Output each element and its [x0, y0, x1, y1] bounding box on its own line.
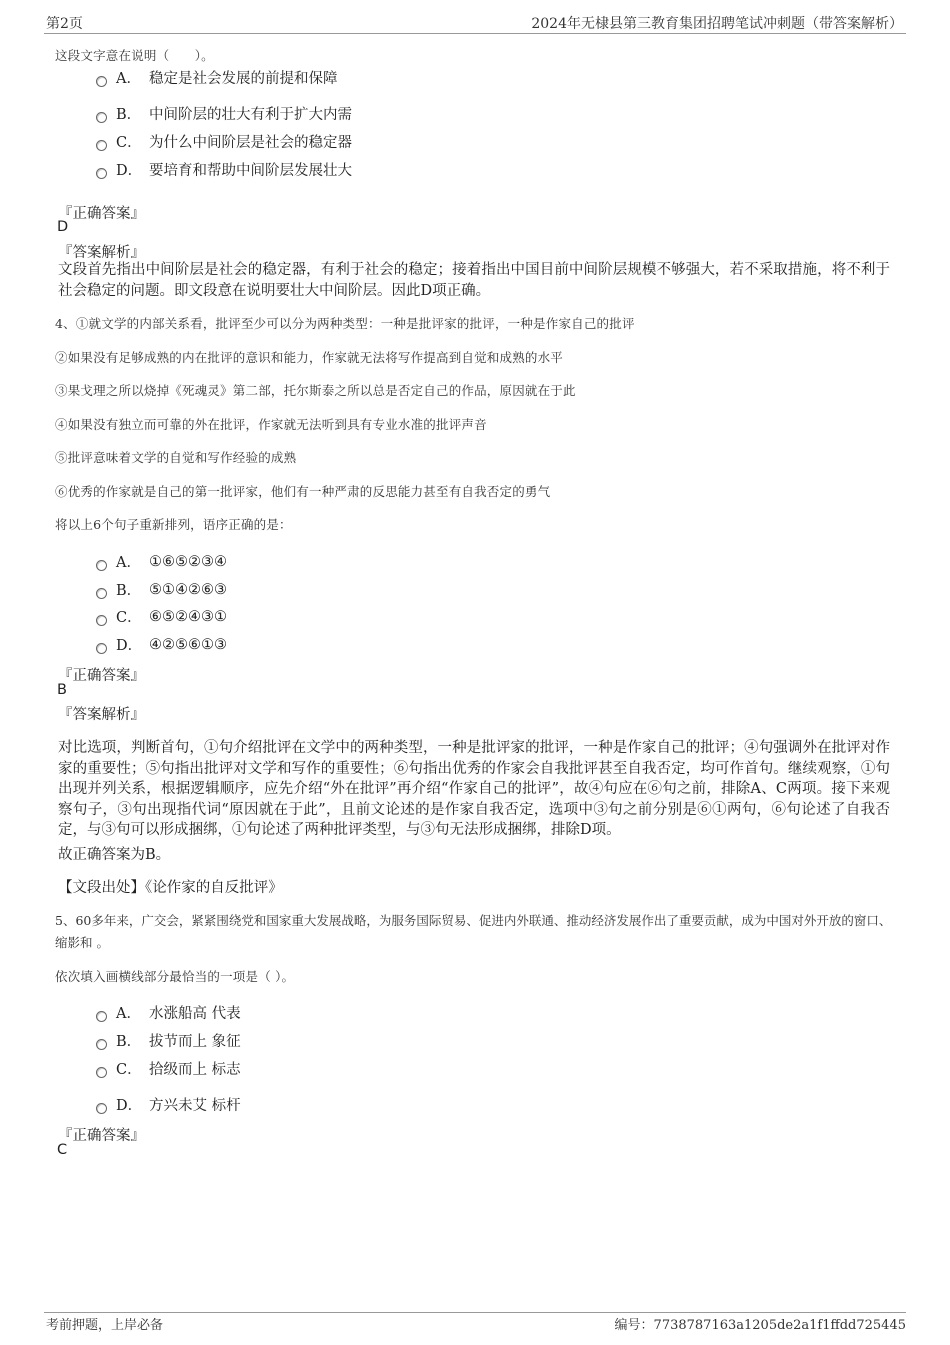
- option-text: 水涨船高 代表: [149, 1006, 241, 1022]
- q3-answer-label: 『正确答案』: [58, 206, 145, 222]
- radio-icon[interactable]: [96, 560, 107, 571]
- q4-source: 【文段出处】《论作家的自反批评》: [58, 880, 283, 896]
- q4-line-4: ④如果没有独立而可靠的外在批评，作家就无法听到具有专业水准的批评声音: [55, 417, 487, 432]
- option-text: ⑥⑤②④③①: [149, 608, 227, 625]
- option-letter: B．: [116, 583, 142, 599]
- footer-slogan: 考前押题，上岸必备: [46, 1318, 164, 1333]
- page-number: 第2页: [46, 16, 83, 32]
- radio-icon[interactable]: [96, 615, 107, 626]
- option-text: 稳定是社会发展的前提和保障: [149, 71, 338, 87]
- q5-option-d[interactable]: [96, 1094, 241, 1115]
- option-text: 中间阶层的壮大有利于扩大内需: [149, 107, 352, 123]
- q4-option-b[interactable]: [96, 579, 227, 600]
- q5-option-b[interactable]: [96, 1030, 241, 1051]
- option-letter: D．: [116, 638, 143, 654]
- q4-line-6: ⑥优秀的作家就是自己的第一批评家，他们有一种严肃的反思能力甚至有自我否定的勇气: [55, 484, 551, 499]
- radio-icon[interactable]: [96, 140, 107, 151]
- radio-icon[interactable]: [96, 643, 107, 654]
- q4-analysis-label: 『答案解析』: [58, 707, 145, 723]
- q3-answer: D: [57, 219, 69, 235]
- q3-option-a[interactable]: [96, 67, 338, 88]
- radio-icon[interactable]: [96, 1039, 107, 1050]
- option-text: 拔节而上 象征: [149, 1034, 241, 1050]
- q5-answer-label: 『正确答案』: [58, 1128, 145, 1144]
- q4-conclusion: 故正确答案为B。: [58, 847, 171, 863]
- q4-answer-label: 『正确答案』: [58, 668, 145, 684]
- option-letter: D．: [116, 163, 143, 179]
- radio-icon[interactable]: [96, 168, 107, 179]
- option-text: ⑤①④②⑥③: [149, 581, 227, 598]
- q5-answer: C: [57, 1142, 68, 1158]
- q3-option-c[interactable]: [96, 131, 352, 152]
- option-text: 为什么中间阶层是社会的稳定器: [149, 135, 352, 151]
- option-letter: D．: [116, 1098, 143, 1114]
- q4-instruction: 将以上6个句子重新排列，语序正确的是：: [55, 517, 292, 532]
- option-letter: A．: [116, 1006, 141, 1022]
- q3-stem: 这段文字意在说明（ ）。: [55, 48, 214, 63]
- q5-option-c[interactable]: [96, 1058, 241, 1079]
- radio-icon[interactable]: [96, 588, 107, 599]
- q4-option-d[interactable]: [96, 634, 227, 655]
- q4-line-1: 4、①就文学的内部关系看，批评至少可以分为两种类型：一种是批评家的批评，一种是作家自己的批评: [55, 316, 635, 331]
- radio-icon[interactable]: [96, 76, 107, 87]
- q4-option-a[interactable]: [96, 551, 227, 572]
- header-divider: [44, 33, 906, 34]
- q4-line-2: ②如果没有足够成熟的内在批评的意识和能力，作家就无法将写作提高到自觉和成熟的水平: [55, 350, 564, 365]
- q5-stem: 5、60多年来，广交会，紧紧围绕党和国家重大发展战略，为服务国际贸易、促进内外联通、推动经济发展作出了重要贡献，成为中国对外开放的窗口、缩影和 。: [55, 913, 892, 950]
- q4-line-3: ③果戈理之所以烧掉《死魂灵》第二部，托尔斯泰之所以总是否定自己的作品，原因就在于此: [55, 383, 576, 398]
- radio-icon[interactable]: [96, 112, 107, 123]
- radio-icon[interactable]: [96, 1067, 107, 1078]
- option-letter: A．: [116, 555, 141, 571]
- option-letter: C．: [116, 135, 142, 151]
- option-text: ①⑥⑤②③④: [149, 553, 227, 570]
- q3-option-d[interactable]: [96, 159, 352, 180]
- option-text: 方兴未艾 标杆: [149, 1098, 241, 1114]
- option-letter: B．: [116, 1034, 142, 1050]
- radio-icon[interactable]: [96, 1011, 107, 1022]
- option-text: 拾级而上 标志: [149, 1062, 241, 1078]
- q4-analysis: 对比选项，判断首句，①句介绍批评在文学中的两种类型，一种是批评家的批评，一种是作家自己的批评；④句强调外在批评对作家的重要性；⑤句指出批评对文学和写作的重要性；⑥句指出优秀的作家会自我批评甚至自我否定，均可作首句。继续观察，①句出现并列关系，根据逻辑顺序，应先介绍“外在批评”再介绍“作家自己的批评”，故④句应在⑥句之前，排除A、C两项。接下来观察句子，③句出现指代词“原因就在于此”，且前文论述的是作家自我否定，选项中③句之前分别是⑥①两句，⑥句论述了自我否定，与③句可以形成捆绑，①句论述了两种批评类型，与③句无法形成捆绑，排除D项。: [58, 740, 890, 838]
- q5-option-a[interactable]: [96, 1002, 241, 1023]
- option-letter: A．: [116, 71, 141, 87]
- q3-analysis: 文段首先指出中间阶层是社会的稳定器，有利于社会的稳定；接着指出中国目前中间阶层规模不够强大，若不采取措施，将不利于社会稳定的问题。即文段意在说明要壮大中间阶层。因此D项正确。: [58, 262, 890, 299]
- q3-analysis-label: 『答案解析』: [58, 245, 145, 261]
- radio-icon[interactable]: [96, 1103, 107, 1114]
- q4-answer: B: [57, 682, 67, 698]
- q4-line-5: ⑤批评意味着文学的自觉和写作经验的成熟: [55, 450, 297, 465]
- option-text: 要培育和帮助中间阶层发展壮大: [149, 163, 352, 179]
- option-letter: C．: [116, 1062, 142, 1078]
- document-title: 2024年无棣县第三教育集团招聘笔试冲刺题（带答案解析）: [531, 16, 903, 32]
- q3-option-b[interactable]: [96, 103, 352, 124]
- option-text: ④②⑤⑥①③: [149, 636, 227, 653]
- q4-option-c[interactable]: [96, 606, 227, 627]
- footer-divider: [44, 1312, 906, 1313]
- document-id: 编号：7738787163a1205de2a1f1ffdd725445: [614, 1318, 906, 1333]
- option-letter: C．: [116, 610, 142, 626]
- q5-instruction: 依次填入画横线部分最恰当的一项是（ ）。: [55, 969, 295, 984]
- option-letter: B．: [116, 107, 142, 123]
